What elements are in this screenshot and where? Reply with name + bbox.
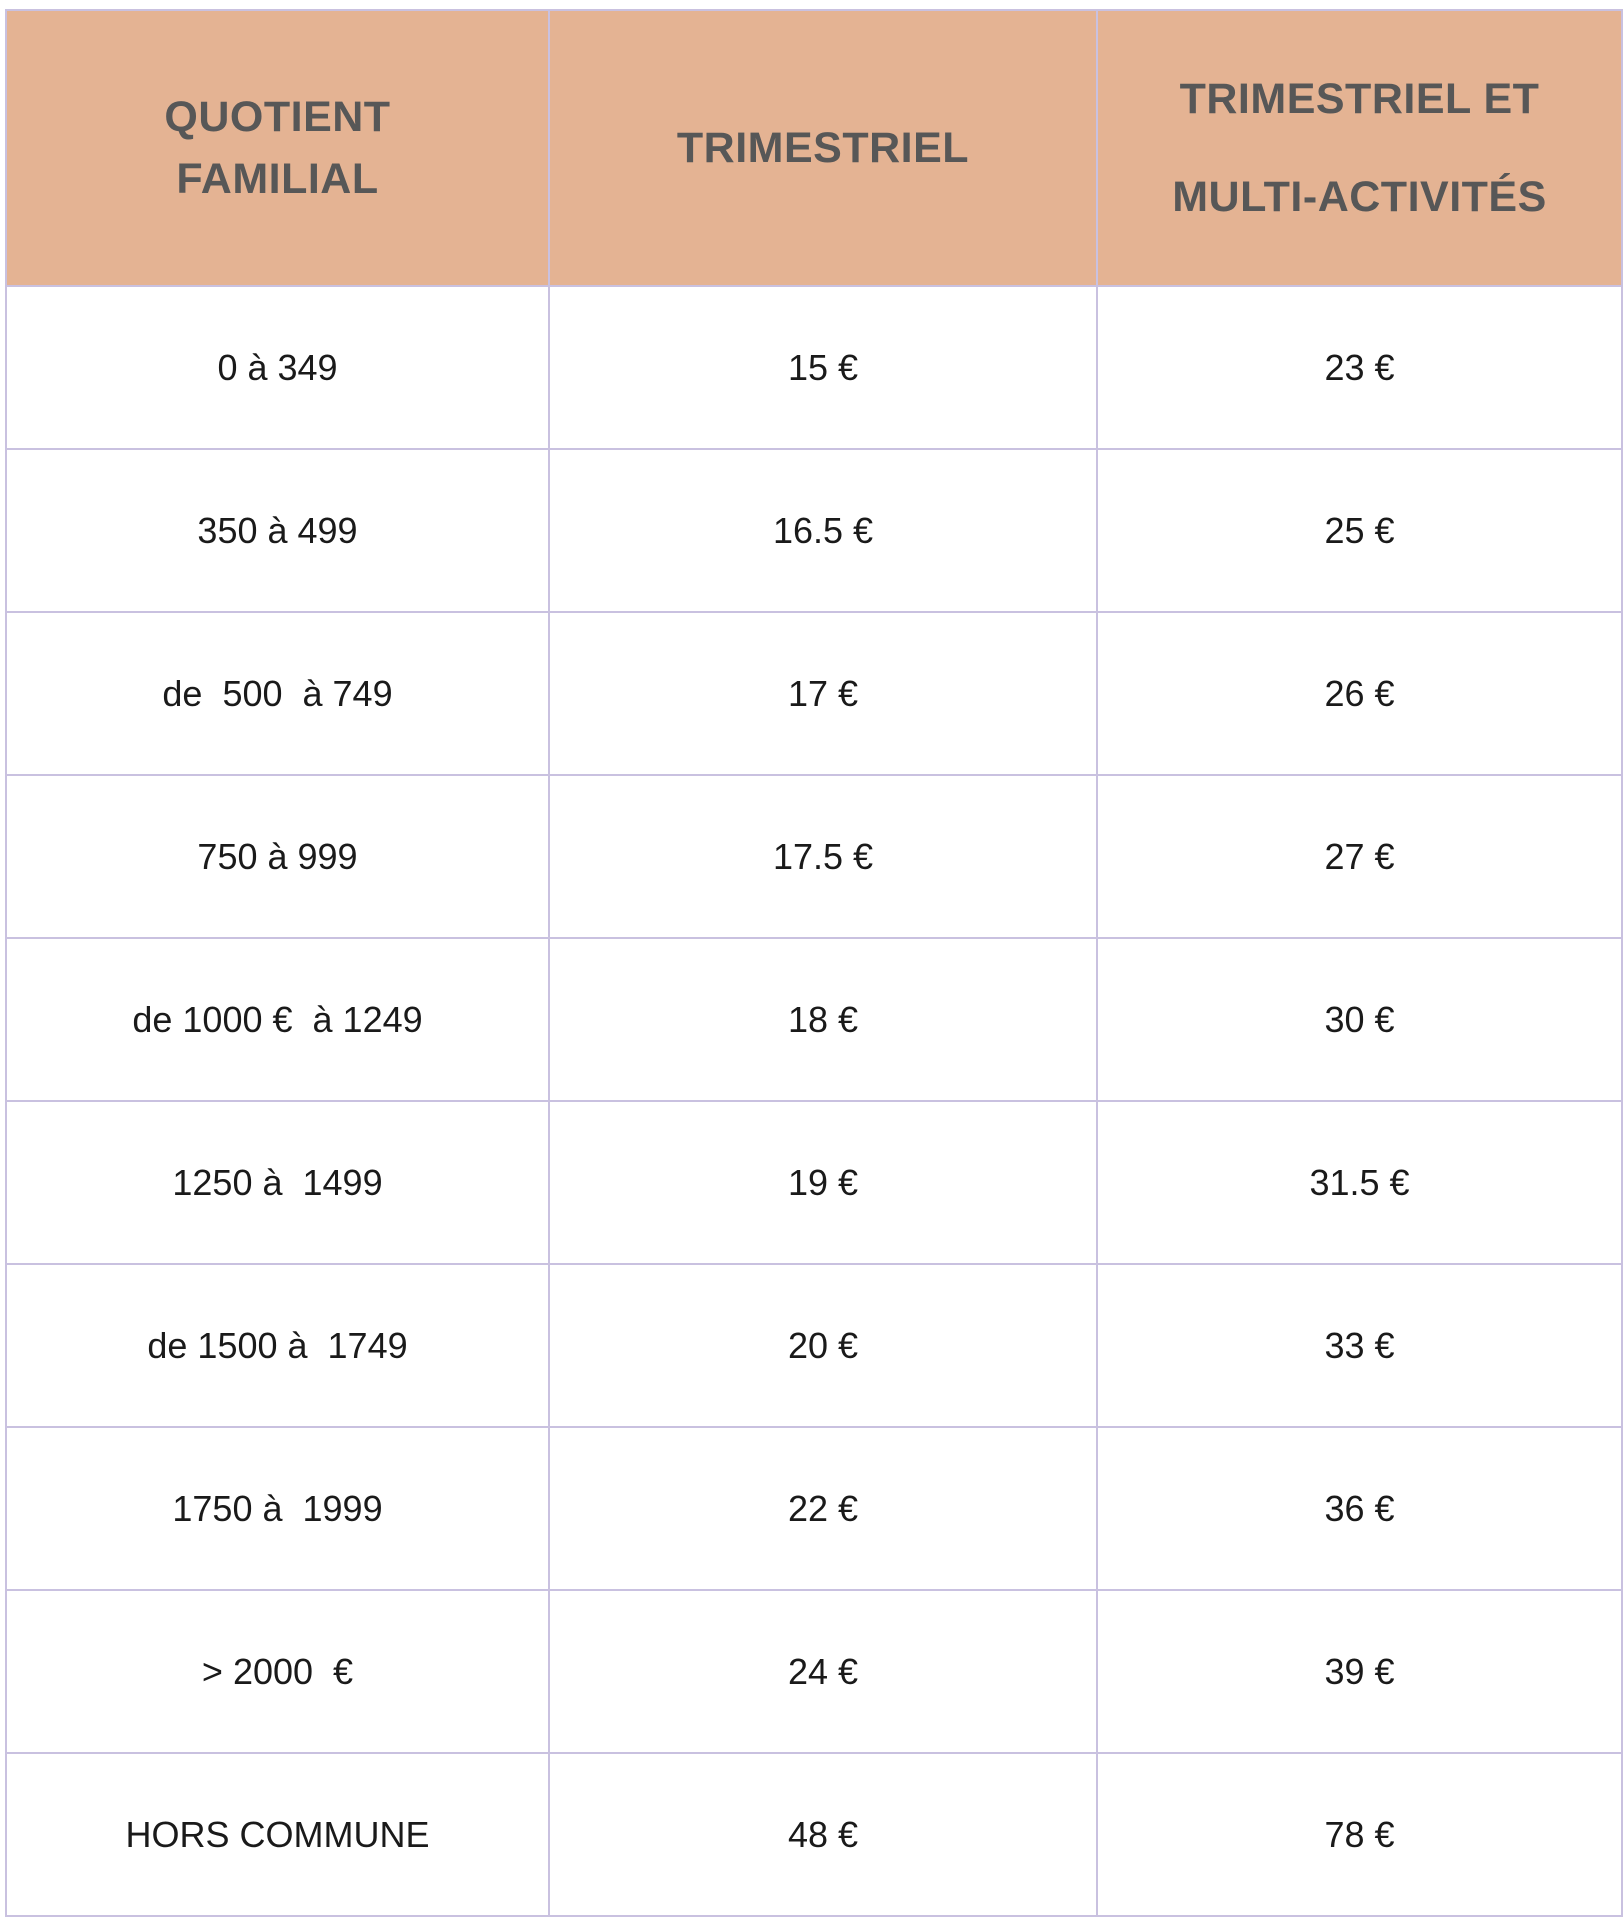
header-text: TRIMESTRIEL [676, 124, 970, 172]
table-row [6, 1264, 1622, 1427]
header-text: QUOTIENT [164, 93, 391, 141]
cell-multi-activites: 31.5 € [1097, 1101, 1622, 1264]
cell-trimestriel: 19 € [549, 1101, 1097, 1264]
table-row [6, 286, 1622, 449]
cell-quotient: 750 à 999 [6, 775, 549, 938]
cell-quotient: de 500 à 749 [6, 612, 549, 775]
table-row [6, 1427, 1622, 1590]
header-text: FAMILIAL [176, 155, 379, 203]
header-text: TRIMESTRIEL ET [1179, 75, 1540, 123]
table-row [6, 449, 1622, 612]
header-row [6, 10, 1622, 286]
cell-multi-activites: 36 € [1097, 1427, 1622, 1590]
cell-trimestriel: 20 € [549, 1264, 1097, 1427]
cell-quotient: 0 à 349 [6, 286, 549, 449]
cell-multi-activites: 39 € [1097, 1590, 1622, 1753]
table-row [6, 775, 1622, 938]
cell-trimestriel: 17 € [549, 612, 1097, 775]
table-row [6, 612, 1622, 775]
cell-trimestriel: 17.5 € [549, 775, 1097, 938]
cell-quotient: HORS COMMUNE [6, 1753, 549, 1916]
header-trimestriel [549, 10, 1097, 286]
cell-trimestriel: 22 € [549, 1427, 1097, 1590]
cell-multi-activites: 30 € [1097, 938, 1622, 1101]
cell-quotient: de 1000 € à 1249 [6, 938, 549, 1101]
cell-trimestriel: 48 € [549, 1753, 1097, 1916]
cell-trimestriel: 15 € [549, 286, 1097, 449]
table-body [6, 286, 1622, 1916]
cell-quotient: 1250 à 1499 [6, 1101, 549, 1264]
header-text: MULTI-ACTIVITÉS [1172, 173, 1547, 221]
cell-trimestriel: 16.5 € [549, 449, 1097, 612]
cell-multi-activites: 25 € [1097, 449, 1622, 612]
cell-quotient: 350 à 499 [6, 449, 549, 612]
cell-multi-activites: 27 € [1097, 775, 1622, 938]
table-row [6, 938, 1622, 1101]
table-row [6, 1753, 1622, 1916]
cell-trimestriel: 24 € [549, 1590, 1097, 1753]
table-header [6, 10, 1622, 286]
cell-multi-activites: 78 € [1097, 1753, 1622, 1916]
table-row [6, 1590, 1622, 1753]
cell-multi-activites: 23 € [1097, 286, 1622, 449]
cell-multi-activites: 33 € [1097, 1264, 1622, 1427]
cell-quotient: > 2000 € [6, 1590, 549, 1753]
header-quotient-familial [6, 10, 549, 286]
header-trimestriel-multi-activites [1097, 10, 1622, 286]
tariff-table [5, 9, 1623, 1917]
cell-trimestriel: 18 € [549, 938, 1097, 1101]
cell-multi-activites: 26 € [1097, 612, 1622, 775]
cell-quotient: 1750 à 1999 [6, 1427, 549, 1590]
table-row [6, 1101, 1622, 1264]
cell-quotient: de 1500 à 1749 [6, 1264, 549, 1427]
